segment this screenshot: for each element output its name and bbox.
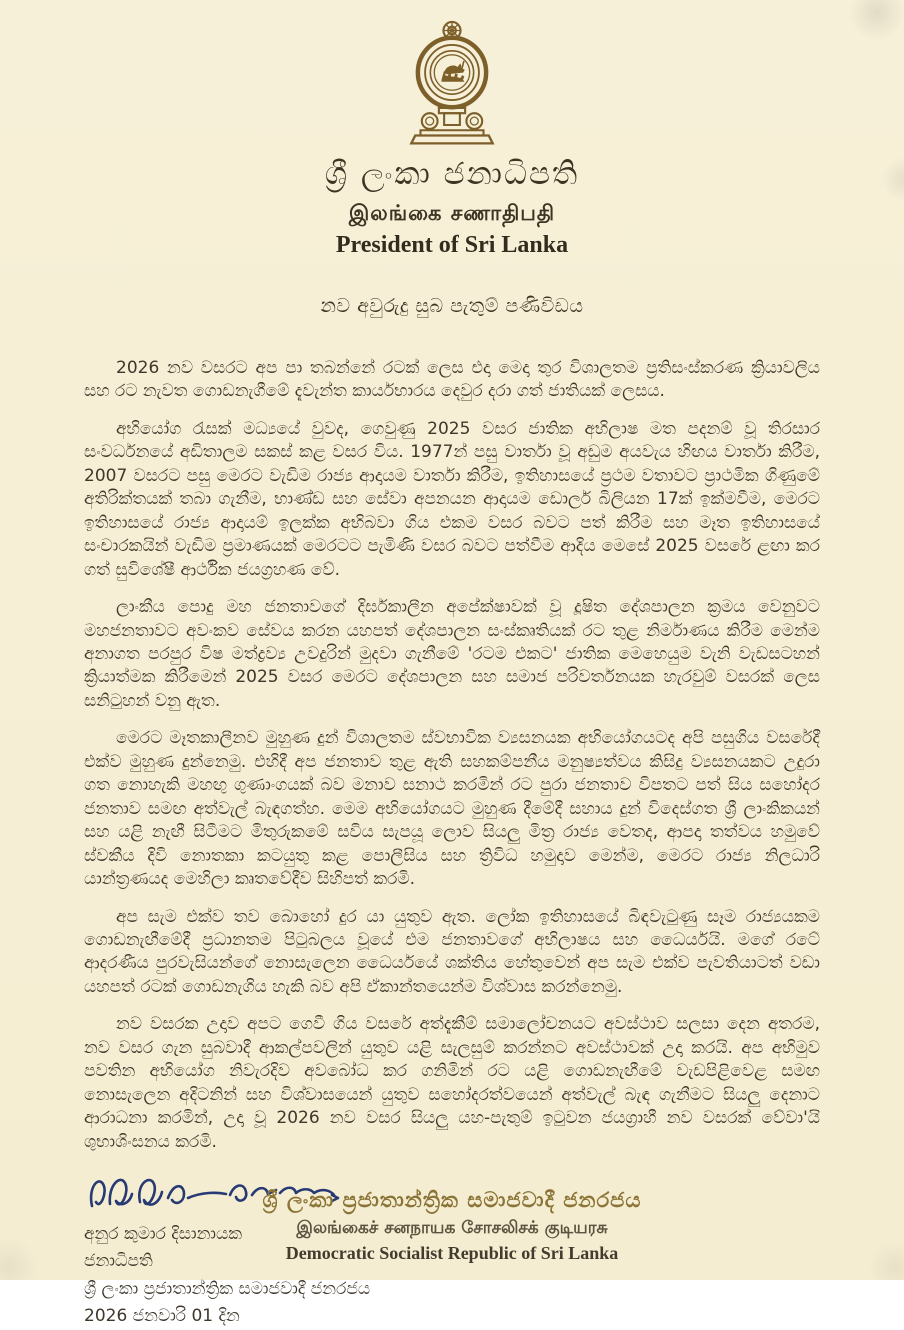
letter-date: 2026 ජනවාරි 01 දින	[84, 1305, 240, 1326]
signatory-organisation: ශ්‍රී ලංකා ප්‍රජාතාන්ත්‍රික සමාජවාදී ජනරජය	[84, 1278, 371, 1299]
footer-line-sinhala: ශ්‍රී ලංකා ප්‍රජාතාන්ත්‍රික සමාජවාදී ජනරජය	[262, 1188, 642, 1212]
signatory-title: ජනාධිපති	[84, 1251, 153, 1272]
letter-paragraph-2: අභියෝග රැසක් මධ්‍යයේ වුවද, ගෙවුණු 2025 වසර ජාතික අභිලාෂ මත පදනම් වූ තිරසාර සංවර්ධනයේ අඩිතාලම සකස් කළ වසර විය. 1977න් පසු වාර්තා වූ අඩුම අයවැය හිඟය වාර්තා කිරීම, 2007 වසරට පසු මෙරට වැඩිම රාජ්‍ය ආදායම වාර්තා කිරීම, ඉතිහාසයේ ප්‍රථම වතාවට ප්‍රාථමික ගිණුමේ අතිරික්තයක් තබා ගැනීම, භාණ්ඩ සහ සේවා අපනයන ආදායම ඩොලර් බිලියන 17ක් ඉක්මවීම, මෙරට ඉතිහාසයේ රාජ්‍ය ආදායම් ඉලක්ක අභිබවා ගිය එකම වසර බවට පත් කිරීම සහ මෑත ඉතිහාසයේ සංචාරකයින් වැඩිම ප්‍රමාණයක් මෙරටට පැමිණි වසර බවට පත්වීම ආදිය මෙසේ 2025 වසරේ ළඟා කර ගත් සුවිශේෂී ආර්ථික ජයග්‍රහණ වේ.	[84, 418, 820, 580]
sri-lanka-national-emblem-icon	[386, 20, 518, 146]
letter-paragraph-4: මෙරට මෑතකාලීනව මුහුණ දුන් විශාලතම ස්වභාවික ව්‍යසනයක අභියෝගයටද අපි පසුගිය වසරේදී එක්ව මුහුණ දුන්නෙමු. එහිදී අප ජනතාව තුළ ඇති සහකම්පනීය මනුෂ්‍යත්වය කිසිදු ව්‍යසනයකට උදුරා ගත නොහැකි මහඟු ගුණාංගයක් බව මනාව සනාථ කරමින් රට පුරා ජනතාව විපතට පත් සිය සහෝදර ජනතාව සමඟ අත්වැල් බැඳගත්හ. මෙම අභියෝගයට මුහුණ දීමේදී සහාය දුන් විදෙස්ගත ශ්‍රී ලාංකිකයන් සහ යළි නැඟී සිටීමට මිතුරුකමේ සවිය සැපයූ ලොව සියලු මිත්‍ර රාජ්‍ය වෙතද, ආපදා තත්වය හමුවේ ස්වකීය දිවි නොතකා කටයුතු කළ පොලීසිය සහ ත්‍රිවිධ හමුදාව මෙන්ම, මෙරට රාජ්‍ය නිලධාරි යාන්ත්‍රණයද මෙහිලා කෘතවේදීව සිහිපත් කරමි.	[84, 728, 820, 890]
letterhead-title-sinhala: ශ්‍රී ලංකා ජනාධිපති	[324, 156, 580, 192]
letterhead	[0, 0, 904, 259]
letter-paragraph-6: නව වසරක උදාව අපට ගෙවී ගිය වසරේ අත්දැකීම් සමාලෝචනයට අවස්ථාව සලසා දෙන අතරම, නව වසර ගැන සුබවාදී ආකල්පවලින් යුතුව යළි සැලසුම් කරන්නට අවස්ථාවක් උදා කරයි. අප අභිමුව පවතින අභියෝග නිවැරදිව අවබෝධ කර ගනිමින් රට යළි ගොඩනැඟීමේ වැඩපිළිවෙළ සමඟ නොසැලෙන අදිටනින් සහ විශ්වාසයෙන් යුතුව සහෝදරත්වයෙන් අත්වැල් බැඳ ගැනීමට සියලු දෙනාට ආරාධනා කරමින්, උදා වූ 2026 නව වසර සියලු යහ-පැතුම් ඉටුවන ජයග්‍රාහී නව වසරක් වේවා'යි ශුභාශිංසනය කරමි.	[84, 1014, 820, 1152]
letterhead-title-english: President of Sri Lanka	[335, 232, 569, 258]
letter-paragraph-1: 2026 නව වසරට අප පා තබන්නේ රටක් ලෙස එදා මෙදා තුර විශාලතම ප්‍රතිසංස්කරණ ක්‍රියාවලිය සහ රට නැවත ගොඩනැගීමේ දැවැන්ත කාර්යභාරය දෙවුර දරා ගත් ජාතියක් ලෙසය.	[84, 358, 820, 402]
letter-subject: නව අවුරුදු සුබ පැතුම් පණිවිඩය	[320, 295, 584, 317]
footer-line-tamil: இலங்கைச் சனநாயக சோசலிசக் குடியரசு	[296, 1218, 608, 1238]
letter-paragraph-3: ලාංකීය පොදු මහ ජනතාවගේ දිර්ඝකාලීන අපේක්ෂාවක් වූ දූෂිත දේශපාලන ක්‍රමය වෙනුවට මහජනතාවට අවංකව සේවය කරන යහපත් දේශපාලන සංස්කෘතියක් රට තුළ නිර්මාණය කිරීම මෙන්ම අනාගත පරපුර විෂ මත්ද්‍රව්‍ය උවදුරින් මුදවා ගැනීමේ 'රටම එකට' ජාතික මෙහෙයුම වැනි වැඩසටහන් ක්‍රියාත්මක කිරීමෙන් 2025 වසර මෙරට දේශපාලන සහ සමාජ පරිවර්තනයක හැරවුම් වසරක් ලෙස සනිටුහන් වනු ඇත.	[84, 597, 820, 711]
letterhead-title-tamil: இலங்கை சணாதிபதி	[348, 201, 556, 225]
signatory-name: අනුර කුමාර දිසානායක	[84, 1224, 243, 1245]
letter-body	[0, 357, 904, 1154]
footer-line-english: Democratic Socialist Republic of Sri Lanka	[285, 1243, 619, 1263]
letter-paragraph-5: අප සැම එක්ව තව බොහෝ දුර යා යුතුව ඇත. ලෝක ඉතිහාසයේ බිඳවැටුණු සෑම රාජ්‍යයකම ගොඩනැඟීමේදී ප්‍රධානතම පිටුබලය වූයේ එම ජනතාවගේ අභිලාෂය සහ ධෛර්යයි. මගේ රටේ ආදරණීය පුරවැසියන්ගේ නොසැලෙන ධෛර්යයේ ශක්තිය හේතුවෙන් අප සැම එක්ව පැවතියාටත් වඩා යහපත් රටක් ගොඩනැගිය හැකි බව අපි ඒකාන්තයෙන්ම විශ්වාස කරන්නෙමු.	[84, 906, 820, 997]
